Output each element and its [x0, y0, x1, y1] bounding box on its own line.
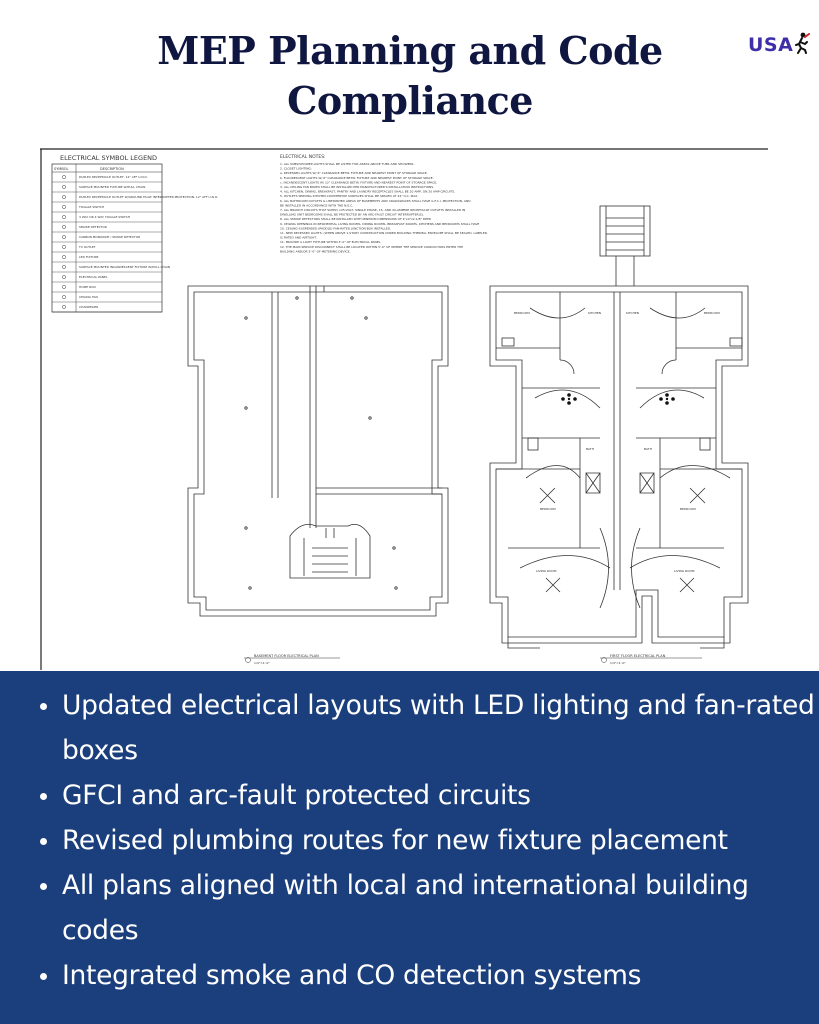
electrical-notes	[280, 154, 488, 253]
feature-panel	[0, 671, 819, 1024]
legend-symbol-icon	[62, 185, 65, 188]
note-line: IC RATED AND AIRTIGHT.	[280, 235, 317, 240]
legend-symbol-icon	[62, 195, 65, 198]
legend-item-label: ELECTRICAL PANEL	[79, 275, 108, 280]
legend-symbol-icon	[62, 235, 65, 238]
legend-item-label: CARBON MONOXIDE / SMOKE DETECTOR	[79, 235, 141, 240]
note-line: 2. CLOSET LIGHTING:	[280, 166, 312, 171]
logo-text: USA	[748, 34, 794, 56]
note-line: 3. ALL CEILING FAN BOXES SHALL BE INSTALLED PER MANUFACTURER'S INSTALLATION INSTRUCTIONS.	[280, 185, 435, 189]
note-line: 6. ALL BATHROOM OUTLETS & UNFINISHED AREAS OF BASEMENTS AND CRAWLSPACES SHALL HAVE G.F.C.I. PROTECTION, AND	[280, 198, 471, 203]
legend-item-label: SMOKE DETECTOR	[79, 225, 107, 230]
legend-symbol-icon	[62, 295, 65, 298]
note-line: c. INCANDESCENT LIGHTS W/ 12" CLEARANCE BETW. FIXTURE AND NEAREST POINT OF STORAGE SPACE.	[280, 180, 438, 185]
running-person-icon	[794, 32, 810, 58]
svg-text:BASEMENT FLOOR ELECTRICAL PLAN: BASEMENT FLOOR ELECTRICAL PLAN	[254, 654, 319, 658]
legend-symbol-icon	[62, 225, 65, 228]
basement-plan	[188, 286, 448, 616]
note-line: DWELLING UNIT BEDROOMS SHALL BE PROTECTED BY AN ARC-FAULT CIRCUIT INTERRUPTER(S).	[280, 212, 424, 217]
legend-item-label: SURFACE MOUNTED FIXTURE W/PULL CHAIN	[79, 185, 146, 190]
feature-list	[40, 683, 815, 998]
legend-item-label: CHANDELIER	[79, 305, 99, 310]
legend-item-label: TV OUTLET	[79, 245, 96, 250]
legend-item-label: DUPLEX RECEPTACLE OUTLET, 12" AFF U.N.O.	[79, 175, 148, 180]
note-line: 1. ALL SUBS/SHOWER LIGHTS SHALL BE LISTED FOR AREAS ABOVE TUBS AND SHOWERS.	[280, 162, 415, 166]
svg-text:KITCHEN: KITCHEN	[626, 311, 639, 315]
legend-symbol-icon	[62, 285, 65, 288]
room-labels	[514, 311, 720, 573]
svg-text:BEDROOM: BEDROOM	[680, 507, 696, 511]
legend-item-label: TOGGLE SWITCH	[79, 205, 105, 210]
first-floor-plan-title	[600, 654, 702, 665]
svg-text:1/4"=1'-0": 1/4"=1'-0"	[254, 661, 270, 665]
svg-text:BEDROOM: BEDROOM	[704, 311, 720, 315]
legend-item-label: SURFACE MOUNTED INCANDESCENT FIXTURE W/PULL CHAIN	[79, 265, 170, 270]
note-line: BE INSTALLED IN ACCORDANCE WITH THE N.E.C.	[280, 203, 354, 208]
feature-item: Updated electrical layouts with LED lighting and fan-rated boxes	[40, 683, 815, 773]
legend-item-label: LED FIXTURE	[79, 255, 99, 260]
svg-text:LIVING ROOM: LIVING ROOM	[536, 569, 557, 573]
page-title	[90, 26, 730, 126]
legend-col-description: DESCRIPTION	[100, 167, 124, 171]
legend-symbol-icon	[62, 175, 65, 178]
note-line: 12. THE MAIN SERVICE DISCONNECT SHALL BE LOCATED WITHIN 5'-0" OF WHERE THE SERVICE CONDUCTORS ENTER THE	[280, 244, 464, 249]
svg-text:LIVING ROOM: LIVING ROOM	[674, 569, 695, 573]
feature-item: Revised plumbing routes for new fixture placement	[40, 818, 815, 863]
title-line-1: MEP Planning and Code	[157, 28, 663, 73]
legend-symbol-icon	[62, 265, 65, 268]
note-line: 5. OUTLETS SERVING KITCHEN COUNTERTOP SURFACES SHALL BE SPACED AT 24" O.C. MAX.	[280, 194, 419, 199]
note-line: 4. ALL KITCHEN, DINING, BREAKFAST, PANTRY AND LAUNDRY RECEPTACLES SHALL BE 20 AMP, ON 20 AMP CIRCUITS.	[280, 189, 456, 194]
notes-title: ELECTRICAL NOTES:	[280, 155, 326, 160]
feature-item: Integrated smoke and CO detection systems	[40, 953, 815, 998]
svg-text:BATH: BATH	[644, 447, 652, 451]
first-floor-plan	[490, 206, 748, 648]
legend-symbol-icon	[62, 215, 65, 218]
note-line: a. RECESSED LIGHTS W/ 6" CLEARANCE BETW. FIXTURE AND NEAREST POINT OF STORAGE SPACE.	[280, 171, 428, 176]
note-line: 7. ALL BRANCH CIRCUITS THAT SUPPLY 125-VOLT, SINGLE PHASE, 15- AND 20-AMPERE RECEPTACLE OUTLETS INSTALLED IN	[280, 208, 466, 212]
legend-item-label: CEILING FAN	[79, 295, 98, 300]
svg-text:KITCHEN: KITCHEN	[588, 311, 601, 315]
legend-item-label: 3 WAY OR 4 WAY TOGGLE SWITCH	[79, 215, 131, 220]
note-line: 11. NEW RECESSED LIGHTS: (WHEN ABOVE 1-STORY CONSTRUCTION UNDER BUILDING THERMAL ENVELOPE SHALL BE SEALED, LABELED.	[280, 231, 489, 235]
svg-text:BATH: BATH	[586, 447, 594, 451]
legend-symbol-icon	[62, 275, 65, 278]
legend-col-symbol: SYMBOL	[54, 167, 69, 171]
legend-title: ELECTRICAL SYMBOL LEGEND	[60, 154, 158, 162]
note-line: 9. CEILING OPENINGS IN RESIDENTIAL LIVING ROOMS, DINING ROOMS, BREAKFAST ROOMS, KITCHENS AND BEDROOMS SHALL HAVE	[280, 221, 480, 226]
legend-item-label: DUPLEX RECEPTACLE OUTLET W/GROUND FAULT INTERRUPTER PROTECTION, 12" AFF U.N.O.	[79, 195, 219, 200]
symbol-legend	[52, 154, 218, 312]
note-line: 8. ALL SMOKE DETECTORS SHALL BE INSTALLED WITH MINIMUM DIMENSIONS OF 4"x4"x2-1/8" DEEP.	[280, 217, 432, 222]
feature-item: All plans aligned with local and international building codes	[40, 863, 815, 953]
note-line: 10. CEILING-SUSPENDED (PADDLE) FAN-RATED JUNCTION BOX INSTALLED.	[280, 226, 392, 231]
legend-symbol-icon	[62, 205, 65, 208]
basement-plan-title	[244, 654, 340, 665]
legend-symbol-icon	[62, 305, 65, 308]
legend-item-label: HOME RUN	[79, 285, 96, 290]
svg-text:1/4"=1'-0": 1/4"=1'-0"	[610, 661, 626, 665]
note-line: b. FLUORESCENT LIGHTS W/ 6" CLEARANCE BETW. FIXTURE AND NEAREST POINT OF STORAGE SPACE.	[280, 175, 434, 180]
note-line: BUILDING AND/OR 5'-0" OF METERING DEVICE.	[280, 249, 351, 254]
brand-logo[interactable]	[748, 30, 814, 60]
svg-text:BEDROOM: BEDROOM	[540, 507, 556, 511]
electrical-plan-drawing	[40, 148, 768, 670]
note-line: 11. PROVIDE A LIGHT FIXTURE WITHIN 3'-0" OF ELECTRICAL PANEL.	[280, 240, 382, 245]
legend-symbol-icon	[62, 255, 65, 258]
svg-text:FIRST FLOOR ELECTRICAL PLAN: FIRST FLOOR ELECTRICAL PLAN	[610, 654, 666, 658]
title-line-2: Compliance	[287, 78, 533, 123]
legend-symbol-icon	[62, 245, 65, 248]
svg-text:BEDROOM: BEDROOM	[514, 311, 530, 315]
feature-item: GFCI and arc-fault protected circuits	[40, 773, 815, 818]
